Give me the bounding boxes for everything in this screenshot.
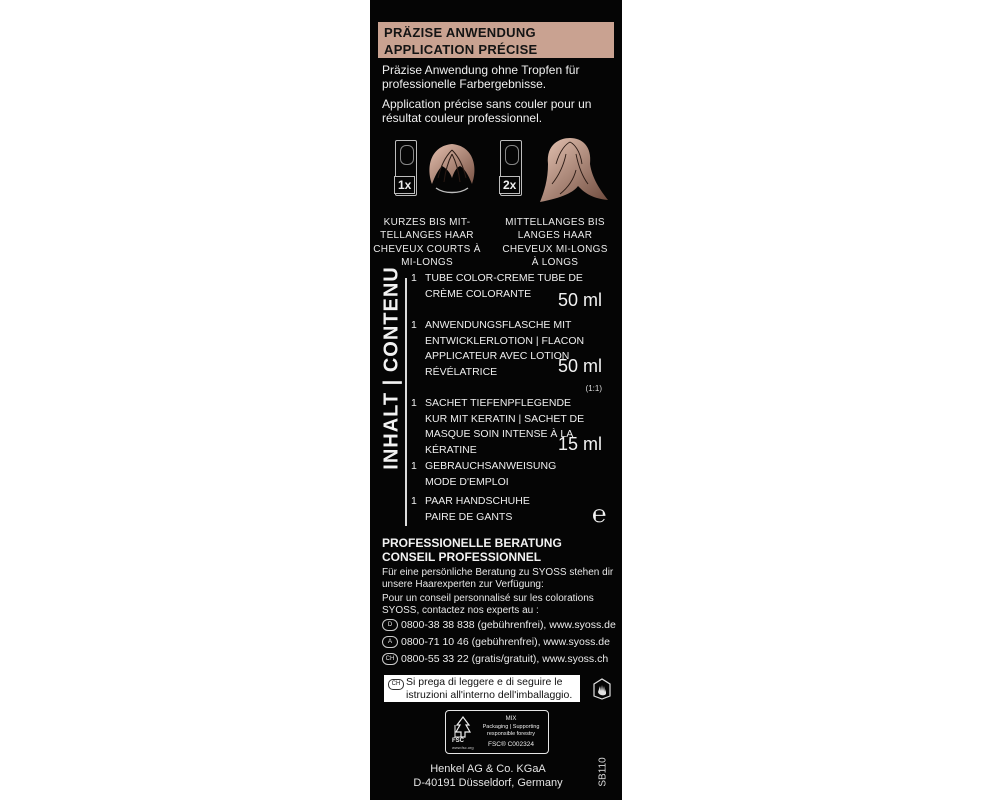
phone-text: 0800-38 38 838 (gebührenfrei), www.syoss.de [401,619,616,631]
item-qty: 1 [411,397,417,409]
contents-heading-fr: CONTENU [380,266,403,373]
advice-text-de: Für eine persönliche Beratung zu SYOSS stehen dir unsere Haarexperten zur Verfügung: [382,567,614,590]
country-badge: CH [388,679,404,690]
list-item [411,494,616,526]
item-volume: 15 ml [557,434,602,454]
item-text: TUBE COLOR-CREME TUBE DE CRÈME COLORANTE [425,272,583,300]
item-ratio: (1:1) [585,384,602,393]
product-info-panel [370,0,622,800]
hand-in-box-icon [592,676,612,700]
phone-line-ch [382,653,608,665]
advice-title-de: PROFESSIONELLE BERATUNG [382,536,562,550]
list-item [411,396,616,458]
contents-heading-de: INHALT [380,391,403,470]
fsc-logo-text: FSC [452,738,464,744]
header-title-fr: APPLICATION PRÉCISE [384,42,538,57]
country-badge: A [382,636,398,648]
intro-text-de: Präzise Anwendung ohne Tropfen für professionelle Farbergebnisse. [382,63,580,91]
fsc-web: www.fsc.org [452,745,474,750]
long-hair-icon [530,134,610,206]
contents-divider [405,278,407,526]
country-badge: D [382,619,398,631]
batch-code-text: SB110 [597,757,609,787]
country-badge: CH [382,653,398,665]
intro-text-fr: Application précise sans couler pour un résultat couleur professionnel. [382,97,592,125]
usage-label-fr-2: CHEVEUX MI-LONGS À LONGS [502,244,608,268]
usage-label-fr-1: CHEVEUX COURTS À MI-LONGS [373,244,481,268]
manufacturer-name: Henkel AG & Co. KGaA [430,763,546,775]
item-text: PAAR HANDSCHUHE PAIRE DE GANTS [425,495,530,523]
instructions-notice [384,675,580,702]
phone-line-de [382,619,616,631]
phone-text: 0800-55 33 22 (gratis/gratuit), www.syoss.ch [401,653,609,665]
item-text: ANWENDUNGSFLASCHE MIT ENTWICKLERLOTION | FLACON APPLICATEUR AVEC LOTION RÉVÉLATRICE [425,319,585,378]
header-band [378,22,614,58]
advice-text-fr: Pour un conseil personnalisé sur les colorations SYOSS, contactez nos experts au : [382,593,594,616]
list-item [411,459,616,491]
batch-code [596,752,610,792]
item-text: SACHET TIEFENPFLEGENDE KUR MIT KERATIN | SACHET DE MASQUE SOIN INTENSE À LA KÉRATINE [425,397,585,456]
count-badge-1: 1x [394,176,415,194]
fsc-code: FSC® C002324 [488,741,534,748]
item-qty: 1 [411,495,417,507]
notice-text: Si prega di leggere e di seguire le istruzioni all'interno dell'imballaggio. [406,676,573,701]
phone-text: 0800-71 10 46 (gebührenfrei), www.syoss.de [401,636,610,648]
advice-title-fr: CONSEIL PROFESSIONNEL [382,550,542,564]
item-qty: 1 [411,319,417,331]
item-qty: 1 [411,460,417,472]
list-item [411,318,616,398]
fsc-desc: Packaging | Supporting responsible forestry [482,724,540,737]
header-title-de: PRÄZISE ANWENDUNG [384,25,536,40]
usage-label-de-1: KURZES BIS MIT-TELLANGES HAAR [380,217,474,241]
count-badge-2: 2x [499,176,520,194]
estimated-sign-icon: ℮ [592,500,607,528]
item-volume: 50 ml [557,290,602,310]
fsc-mix: MIX [505,716,517,722]
item-text: GEBRAUCHSANWEISUNG MODE D'EMPLOI [425,460,557,488]
item-qty: 1 [411,272,417,284]
fsc-label [445,710,549,754]
short-hair-icon [420,138,484,198]
phone-line-at [382,636,610,648]
contents-heading: INHALT | CONTENU [380,266,403,470]
manufacturer-address: D-40191 Düsseldorf, Germany [413,777,563,789]
usage-label-de-2: MITTELLANGES BIS LANGES HAAR [505,217,605,241]
item-volume: 50 ml [557,356,602,376]
